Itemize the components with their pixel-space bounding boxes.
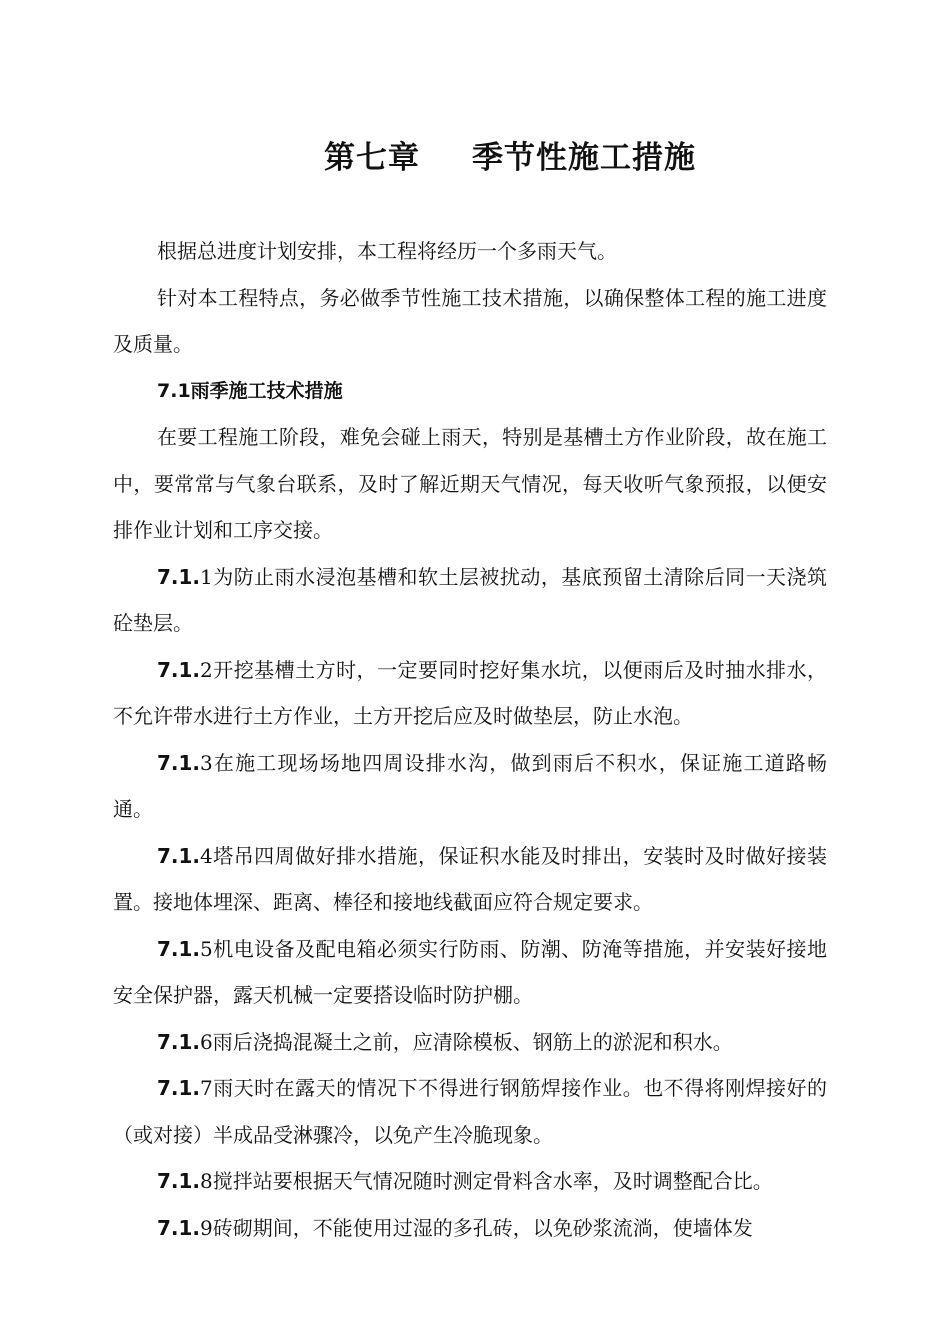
- item-number: 7.1.: [157, 1076, 201, 1100]
- item-number: 7.1.: [157, 936, 201, 961]
- list-item: [113, 1065, 827, 1158]
- list-item: [113, 740, 827, 833]
- item-text: 6雨后浇捣混凝土之前，应清除模板、钢筋上的淤泥和积水。: [200, 1029, 733, 1054]
- item-text: 9砖砌期间，不能使用过湿的多孔砖，以免砂浆流淌，使墙体发: [200, 1215, 753, 1240]
- item-text: 5机电设备及配电箱必须实行防雨、防潮、防淹等措施，并安装好接地安全保护器，露天机械一定要搭设临时防护棚。: [113, 936, 827, 1007]
- item-text: 7雨天时在露天的情况下不得进行钢筋焊接作业。也不得将刚焊接好的（或对接）半成品受淋骤冷，以免产生冷脆现象。: [113, 1076, 827, 1147]
- item-number: 7.1.: [157, 564, 201, 589]
- list-item: [113, 1019, 827, 1066]
- chapter-name: 季节性施工措施: [472, 140, 696, 176]
- section-paragraph: 在要工程施工阶段，难免会碰上雨天，特别是基槽土方作业阶段，故在施工中，要常常与气象台联系，及时了解近期天气情况，每天收听气象预报，以便安排作业计划和工序交接。: [113, 425, 827, 542]
- list-item: [113, 554, 827, 647]
- item-text: 4塔吊四周做好排水措施，保证积水能及时排出，安装时及时做好接装置。接地体埋深、距离、棒径和接地线截面应符合规定要求。: [113, 843, 827, 914]
- item-number: 7.1.: [157, 1215, 201, 1240]
- document-body: [113, 228, 827, 1251]
- item-text: 8搅拌站要根据天气情况随时测定骨料含水率，及时调整配合比。: [200, 1169, 773, 1193]
- list-item: [113, 833, 827, 926]
- chapter-number: 第七章: [324, 140, 420, 176]
- list-item: [113, 1158, 827, 1205]
- item-number: 7.1.: [157, 843, 201, 868]
- item-text: 3在施工现场场地四周设排水沟，做到雨后不积水，保证施工道路畅通。: [113, 750, 827, 821]
- item-number: 7.1.: [157, 750, 201, 775]
- chapter-title: [0, 132, 950, 177]
- item-text: 2开挖基槽土方时，一定要同时挖好集水坑，以便雨后及时抽水排水，不允许带水进行土方作业，土方开挖后应及时做垫层，防止水泡。: [113, 657, 827, 728]
- intro-paragraph-1: 根据总进度计划安排，本工程将经历一个多雨天气。: [157, 239, 617, 263]
- list-item: [113, 926, 827, 1019]
- list-item: [113, 647, 827, 740]
- item-number: 7.1.: [157, 1029, 201, 1054]
- section-heading: 7.1雨季施工技术措施: [157, 379, 343, 402]
- list-item: [113, 1205, 827, 1252]
- item-number: 7.1.: [157, 657, 201, 682]
- intro-paragraph-2: 针对本工程特点，务必做季节性施工技术措施，以确保整体工程的施工进度及质量。: [113, 285, 827, 356]
- item-text: 1为防止雨水浸泡基槽和软土层被扰动，基底预留土清除后同一天浇筑砼垫层。: [113, 564, 827, 635]
- item-number: 7.1.: [157, 1169, 201, 1193]
